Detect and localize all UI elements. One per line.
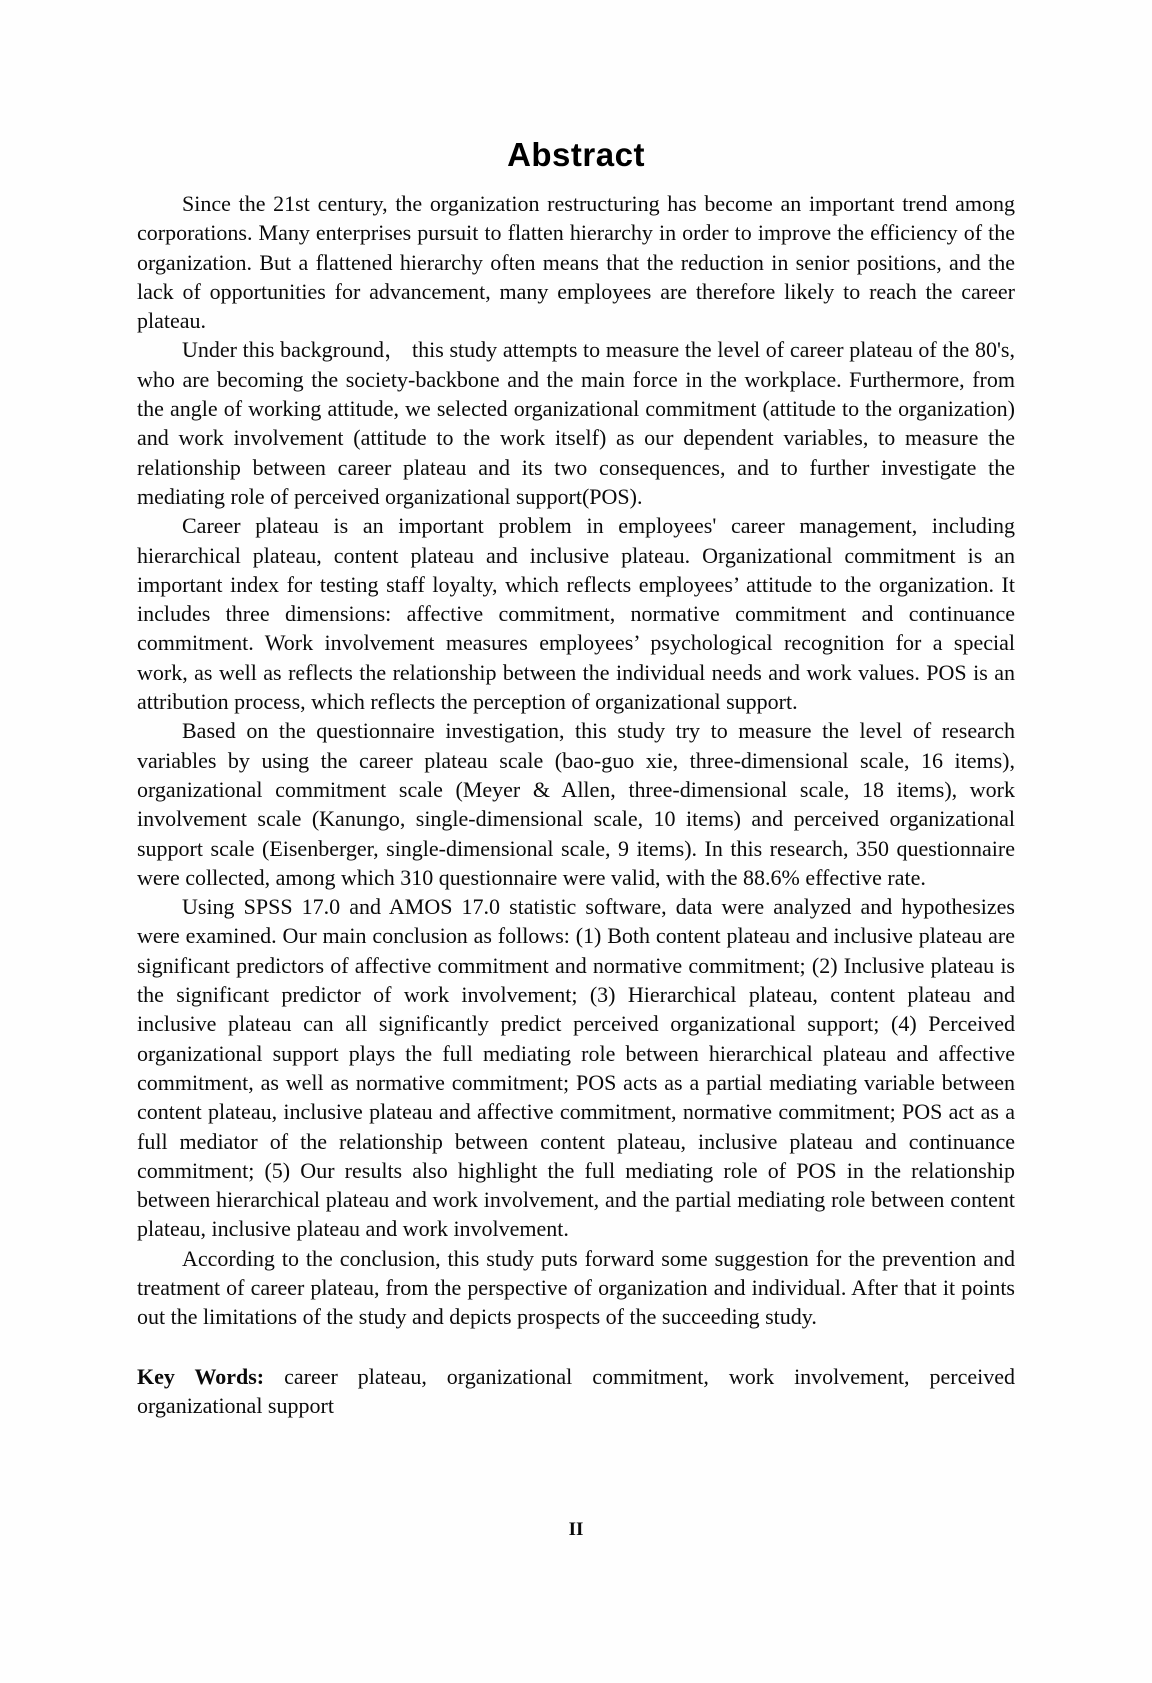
abstract-content [137,136,1015,1420]
paragraph-analysis-conclusions: Using SPSS 17.0 and AMOS 17.0 statistic software, data were analyzed and hypothesizes were examined. Our main conclusion as follows: (1) Both content plateau and inclusive plateau are significant predictors of affective commitment and normative commitment; (2) Inclusive plateau is the significant predictor of work involvement; (3) Hierarchical plateau, content plateau and inclusive plateau can all significantly predict perceived organizational support; (4) Perceived organizational support plays the full mediating role between hierarchical plateau and affective commitment, as well as normative commitment; POS acts as a partial mediating variable between content plateau, inclusive plateau and affective commitment, normative commitment; POS act as a full mediator of the relationship between content plateau, inclusive plateau and continuance commitment; (5) Our results also highlight the full mediating role of POS in the relationship between hierarchical plateau and work involvement, and the partial mediating role between content plateau, inclusive plateau and work involvement. [137,894,1015,1242]
keywords-label: Key Words: [137,1363,265,1389]
keywords-text: career plateau, organizational commitment, work involvement, perceived organizational support [137,1363,1016,1418]
paragraph-restructuring-trend: Since the 21st century, the organization restructuring has become an important trend among corporations. Many enterprises pursuit to flatten hierarchy in order to improve the efficiency of the organization. But a flattened hierarchy often means that the reduction in senior positions, and the lack of opportunities for advancement, many employees are therefore likely to reach the career plateau. [137,191,1015,334]
paragraph-study-background: Under this background， this study attempts to measure the level of career plateau of the 80's, who are becoming the society-backbone and the main force in the workplace. Furthermore, from the angle of working attitude, we selected organizational commitment (attitude to the organization) and work involvement (attitude to the work itself) as our dependent variables, to measure the relationship between career plateau and its two consequences, and to further investigate the mediating role of perceived organizational support(POS). [137,337,1015,509]
paragraph-questionnaire-method: Based on the questionnaire investigation, this study try to measure the level of research variables by using the career plateau scale (bao-guo xie, three-dimensional scale, 16 items), organizational commitment scale (Meyer & Allen, three-dimensional scale, 18 items), work involvement scale (Kanungo, single-dimensional scale, 10 items) and perceived organizational support scale (Eisenberger, single-dimensional scale, 9 items). In this research, 350 questionnaire were collected, among which 310 questionnaire were valid, with the 88.6% effective rate. [137,718,1015,890]
keywords-line [137,1362,1015,1421]
page-number: II [568,1519,584,1540]
paragraph-suggestions: According to the conclusion, this study puts forward some suggestion for the prevention and treatment of career plateau, from the perspective of organization and individual. After that it points out the limitations of the study and depicts prospects of the succeeding study. [137,1245,1015,1330]
page-title: Abstract [507,136,645,173]
paragraph-concepts-definition: Career plateau is an important problem in employees' career management, including hierarchical plateau, content plateau and inclusive plateau. Organizational commitment is an important index for testing staff loyalty, which reflects employees’ attitude to the organization. It includes three dimensions: affective commitment, normative commitment and continuance commitment. Work involvement measures employees’ psychological recognition for a special work, as well as reflects the relationship between the individual needs and work values. POS is an attribution process, which reflects the perception of organizational support. [137,513,1015,715]
